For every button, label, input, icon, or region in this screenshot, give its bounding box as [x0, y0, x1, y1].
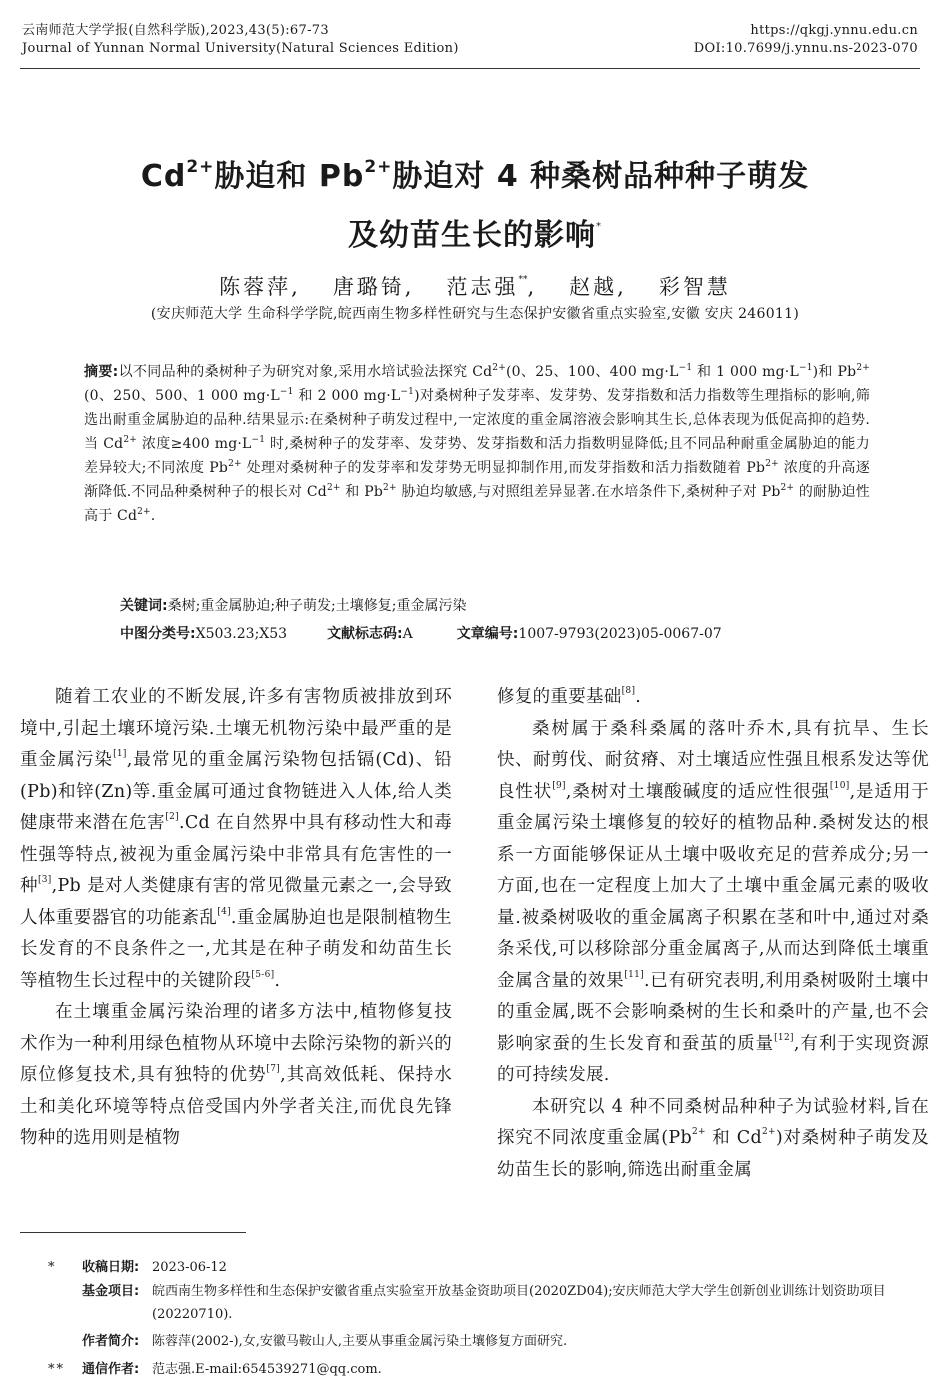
journal-citation: 云南师范大学学报(自然科学版),2023,43(5):67-73	[22, 23, 329, 38]
citation[interactable]: [12]	[774, 1032, 794, 1043]
citation[interactable]: [1]	[113, 749, 127, 759]
citation[interactable]: [8]	[621, 686, 636, 696]
author-5: 彩智慧	[658, 275, 731, 299]
citation[interactable]: [5-6]	[251, 969, 275, 980]
paragraph: 桑树属于桑科桑属的落叶乔木,具有抗旱、生长快、耐剪伐、耐贫瘠、对土壤适应性强且根系发达等优良性状[9],桑树对土壤酸碱度的适应性很强[10],是适用于重金属污染土壤修复的较好的植物品种.桑树发达的根系一方面能够保证从土壤中吸收充足的营养成分;另一方面,也在一定程度上加大了土壤中重金属元素的吸收量.被桑树吸收的重金属离子积累在茎和叶中,通过对桑条采伐,可以移除部分重金属离子,从而达到降低土壤重金属含量的效果[11].已有研究表明,利用桑树吸附土壤中的重金属,既不会影响桑树的生长和桑叶的产量,也不会影响家蚕的生长发育和蚕茧的质量[12],有利于实现资源的可持续发展.	[497, 718, 930, 1085]
affiliation: (安庆师范大学 生命科学学院,皖西南生物多样性研究与生态保护安徽省重点实验室,安徽 安庆 246011)	[150, 306, 800, 322]
author-list	[0, 262, 950, 305]
keywords-label: 关键词:	[120, 598, 168, 614]
header-divider	[20, 68, 920, 69]
paragraph: 随着工农业的不断发展,许多有害物质被排放到环境中,引起土壤环境污染.土壤无机物污染中最严重的是重金属污染[1],最常见的重金属污染物包括镉(Cd)、铅(Pb)和锌(Zn)等.重金属可通过食物链进入人体,给人类健康带来潜在危害[2].Cd 在自然界中具有移动性大和毒性强等特点,被视为重金属污染中非常具有危害性的一种[3],Pb 是对人类健康有害的常见微量元素之一,会导致人体重要器官的功能紊乱[4].重金属胁迫也是限制植物生长发育的不良条件之一,尤其是在种子萌发和幼苗生长等植物生长过程中的关键阶段[5-6].	[20, 687, 453, 991]
article-number: 文章编号:1007-9793(2023)05-0067-07	[456, 626, 722, 642]
document-code: 文献标志码:A	[327, 626, 413, 642]
paper-title	[0, 142, 950, 261]
abstract-label: 摘要:	[84, 364, 119, 380]
paragraph: 在土壤重金属污染治理的诸多方法中,植物修复技术作为一种利用绿色植物从环境中去除污染物的新兴的原位修复技术,具有独特的优势[7],其高效低耗、保持水土和美化环境等特点倍受国内外学者关注,而优良先锋物种的选用则是植物	[20, 1002, 453, 1148]
corresponding-email[interactable]: 范志强.E-mail:654539271@qq.com.	[152, 1362, 382, 1377]
classification-line	[120, 624, 722, 644]
author-4: 赵越,	[569, 275, 627, 299]
footnote-mark: *	[48, 1260, 57, 1275]
journal-url[interactable]: https://qkgj.ynnu.edu.cn	[750, 23, 918, 38]
keywords-text: 桑树;重金属胁迫;种子萌发;土壤修复;重金属污染	[167, 598, 467, 614]
title-line-1: $Cd^{2+}$胁迫和 $Pb^{2+}$胁迫对 4 种桑树品种种子萌发	[140, 157, 810, 194]
author-3: 范志强**,	[446, 275, 538, 299]
citation[interactable]: [10]	[829, 780, 850, 791]
citation[interactable]: [11]	[624, 969, 645, 980]
title-line-2: 及幼苗生长的影响*	[348, 218, 602, 253]
paragraph: 修复的重要基础[8].	[497, 686, 642, 707]
running-header-right	[694, 22, 918, 58]
citation[interactable]: [9]	[552, 780, 566, 791]
body-column-right	[497, 682, 929, 1186]
corresponding-mark: **	[518, 275, 528, 285]
body-column-left	[20, 682, 452, 1155]
doi[interactable]: DOI:10.7699/j.ynnu.ns-2023-070	[693, 41, 918, 56]
citation[interactable]: [7]	[266, 1064, 281, 1074]
paragraph: 本研究以 4 种不同桑树品种种子为试验材料,旨在探究不同浓度重金属($Pb^{2+}$ 和 $Cd^{2+}$)对桑树种子萌发及幼苗生长的影响,筛选出耐重金属	[497, 1096, 930, 1180]
abstract: 摘要:以不同品种的桑树种子为研究对象,采用水培试验法探究 $Cd^{2+}(0$、25、100、400 $mg\cdot L^{-1}$ 和 1 000 $mg\cdot L^{-1}$)和 $Pb^{2+}(0$、250、500、1 000 $mg\cdot L^{-1}$ 和 2 000 $mg\cdot L^{-1}$)对桑树种子发芽率、发芽势、发芽指数和活力指数等生理指标的影响,筛选出耐重金属胁迫的品种.结果显示:在桑树种子萌发过程中,一定浓度的重金属溶液会影响其生长,总体表现为低促高抑的趋势.当 $Cd^{2+}$ 浓度≥400 $mg\cdot L^{-1}$ 时,桑树种子的发芽率、发芽势、发芽指数和活力指数明显降低;且不同品种耐重金属胁迫的能力差异较大;不同浓度 $Pb^{2+}$ 处理对桑树种子的发芽率和发芽势无明显抑制作用,而发芽指数和活力指数随着 $Pb^{2+}$ 浓度的升高逐渐降低.不同品种桑树种子的根长对 $Cd^{2+}$ 和 $Pb^{2+}$ 胁迫均敏感,与对照组差异显著.在水培条件下,桑树种子对 $Pb^{2+}$ 的耐胁迫性高于 $Cd^{2+}$.	[84, 363, 871, 524]
keywords	[120, 596, 466, 616]
running-header-left	[22, 22, 459, 58]
citation[interactable]: [2]	[165, 812, 179, 822]
citation[interactable]: [3]	[37, 875, 52, 885]
author-2: 唐璐锜,	[332, 275, 415, 299]
citation[interactable]: [4]	[217, 906, 231, 917]
title-footnote-mark: *	[596, 221, 602, 232]
footnote-divider	[20, 1232, 246, 1233]
footnote-mark: **	[48, 1362, 65, 1377]
author-1: 陈蓉萍,	[219, 275, 301, 299]
journal-english-name: Journal of Yunnan Normal University(Natural Sciences Edition)	[22, 41, 459, 56]
clc-number: 中图分类号:X503.23;X53	[120, 626, 288, 642]
